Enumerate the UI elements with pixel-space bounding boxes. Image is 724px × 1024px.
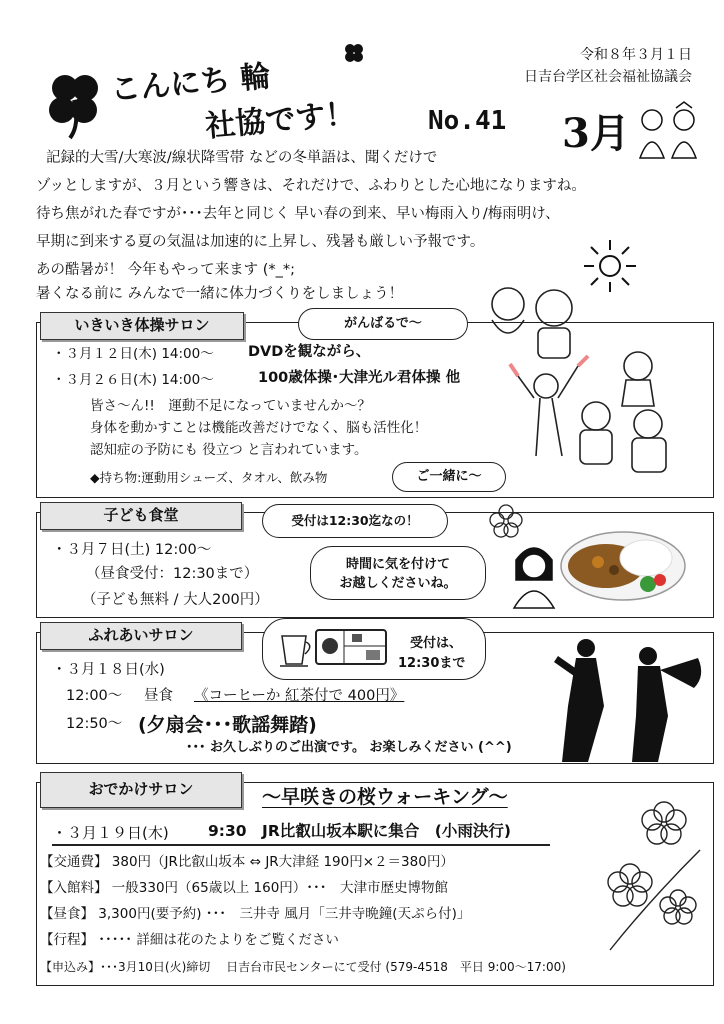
exercise-item2-date: ・３月２６日(木) 14:00～ — [52, 372, 214, 388]
exercise-salon-label: いきいき体操サロン — [40, 312, 244, 340]
clover-icon — [40, 70, 110, 140]
odekake-time-place: 9:30 JR比叡山坂本駅に集合 (小雨決行) — [208, 822, 511, 840]
exercise-body-3: 認知症の予防にも 役立つ と言われています。 — [90, 442, 368, 458]
exercise-item1-desc: DVDを観ながら、 — [248, 344, 371, 360]
fureai-show-note: ･･･ お久しぶりのご出演です。 お楽しみください (^^) — [186, 740, 512, 755]
issue-number: No.41 — [428, 106, 507, 136]
small-clover-icon — [342, 42, 366, 66]
fureai-lunch-label: 昼食 — [144, 688, 173, 704]
organization-name: 日吉台学区社会福祉協議会 — [524, 69, 692, 85]
odekake-salon-label: おでかけサロン — [40, 772, 242, 808]
odekake-admission: 【入館料】 一般330円（65歳以上 160円）･･･ 大津市歴史博物館 — [40, 880, 449, 896]
bubble-jikan — [310, 546, 486, 600]
odekake-lunch: 【昼食】 3,300円(要予約) ･･･ 三井寺 風月「三井寺晩鐘(天ぷら付)」 — [40, 906, 471, 922]
issue-date: 令和８年３月１日 — [580, 47, 692, 63]
exercise-item1-date: ・３月１２日(木) 14:00～ — [52, 346, 214, 362]
kids-cafeteria-label: 子ども食堂 — [40, 502, 242, 530]
intro-line-1: 記録的大雪/大寒波/線状降雪帯 などの冬単語は、聞くだけで — [46, 150, 438, 166]
bubble-ganbaru: がんばるで～ — [298, 308, 468, 340]
exercise-body-2: 身体を動かすことは機能改善だけでなく、脳も活性化！ — [90, 420, 428, 436]
odekake-transport: 【交通費】 380円（JR比叡山坂本 ⇔ JR大津経 190円×２＝380円） — [40, 854, 454, 870]
fureai-show-title: (夕扇会･･･歌謡舞踏) — [138, 714, 317, 736]
bubble-jikan-line2: お越しくださいね。 — [339, 576, 457, 591]
exercising-people-illustration — [478, 276, 708, 486]
intro-line-5: あの酷暑が！ 今年もやって来ます (*_*; — [36, 262, 296, 278]
intro-line-4: 早期に到来する夏の気温は加速的に上昇し、残暑も厳しい予報です。 — [36, 234, 485, 250]
bubble-uketsuke-kids: 受付は12:30迄なの！ — [262, 504, 448, 538]
title-line2: 社協です！ — [204, 96, 357, 145]
fureai-show-time: 12:50～ — [66, 716, 123, 732]
fureai-salon-label: ふれあいサロン — [40, 622, 242, 650]
coffee-cup-icon — [278, 630, 314, 670]
sakura-branch-icon — [590, 790, 708, 958]
odekake-date-underline — [52, 844, 550, 846]
odekake-date: ・３月１９日(木) — [52, 824, 169, 842]
exercise-item2-desc: 100歳体操･大津光ル君体操 他 — [258, 370, 461, 386]
fureai-bubble-line2: 12:30まで — [398, 656, 466, 671]
title-line1: こんにち 輪 — [109, 59, 272, 108]
odekake-title: ～早咲きの桜ウォーキング～ — [262, 786, 508, 808]
kids-reception: （昼食受付：12:30まで） — [86, 566, 259, 582]
cherry-blossom-icon — [486, 500, 546, 540]
bubble-issho: ご一緒に～ — [392, 462, 506, 492]
odekake-schedule: 【行程】 ･････ 詳細は花のたよりをご覧ください — [40, 932, 339, 948]
odekake-apply: 【申込み】･･･3月10日(火)締切 日吉台市民センターにて受付 (579-4518 平日 9:00～17:00) — [40, 960, 566, 974]
dancer-silhouette-icon — [548, 636, 708, 762]
intro-line-6: 暑くなる前に みんなで一緒に体力づくりをしましょう！ — [36, 286, 404, 302]
fureai-date: ・３月１８日(水) — [52, 662, 165, 678]
bento-icon — [314, 626, 388, 666]
kids-date: ・３月７日(土) 12:00～ — [52, 542, 212, 558]
month-badge: 3月 — [562, 110, 630, 157]
intro-line-2: ゾッとしますが、３月という響きは、それだけで、ふわりとした心地になりますね。 — [36, 178, 586, 194]
fureai-lunch-note: 《コーヒーか 紅茶付で 400円》 — [194, 688, 405, 704]
exercise-body-1: 皆さ～ん!! 運動不足になっていませんか～？ — [90, 398, 371, 414]
fureai-lunch-time: 12:00～ — [66, 688, 123, 704]
exercise-bring: ◆持ち物:運動用シューズ、タオル、飲み物 — [90, 470, 328, 485]
curry-plate-icon — [558, 516, 688, 606]
bubble-jikan-line1: 時間に気を付けて — [345, 557, 450, 572]
hina-doll-icon — [634, 102, 704, 160]
fureai-bubble-line1: 受付は、 — [410, 636, 463, 651]
kids-price: （子ども無料 / 大人200円） — [82, 592, 269, 608]
intro-line-3: 待ち焦がれた春ですが･･･去年と同じく 早い春の到来、早い梅雨入り/梅雨明け、 — [36, 206, 560, 222]
hina-girl-icon — [508, 540, 560, 610]
